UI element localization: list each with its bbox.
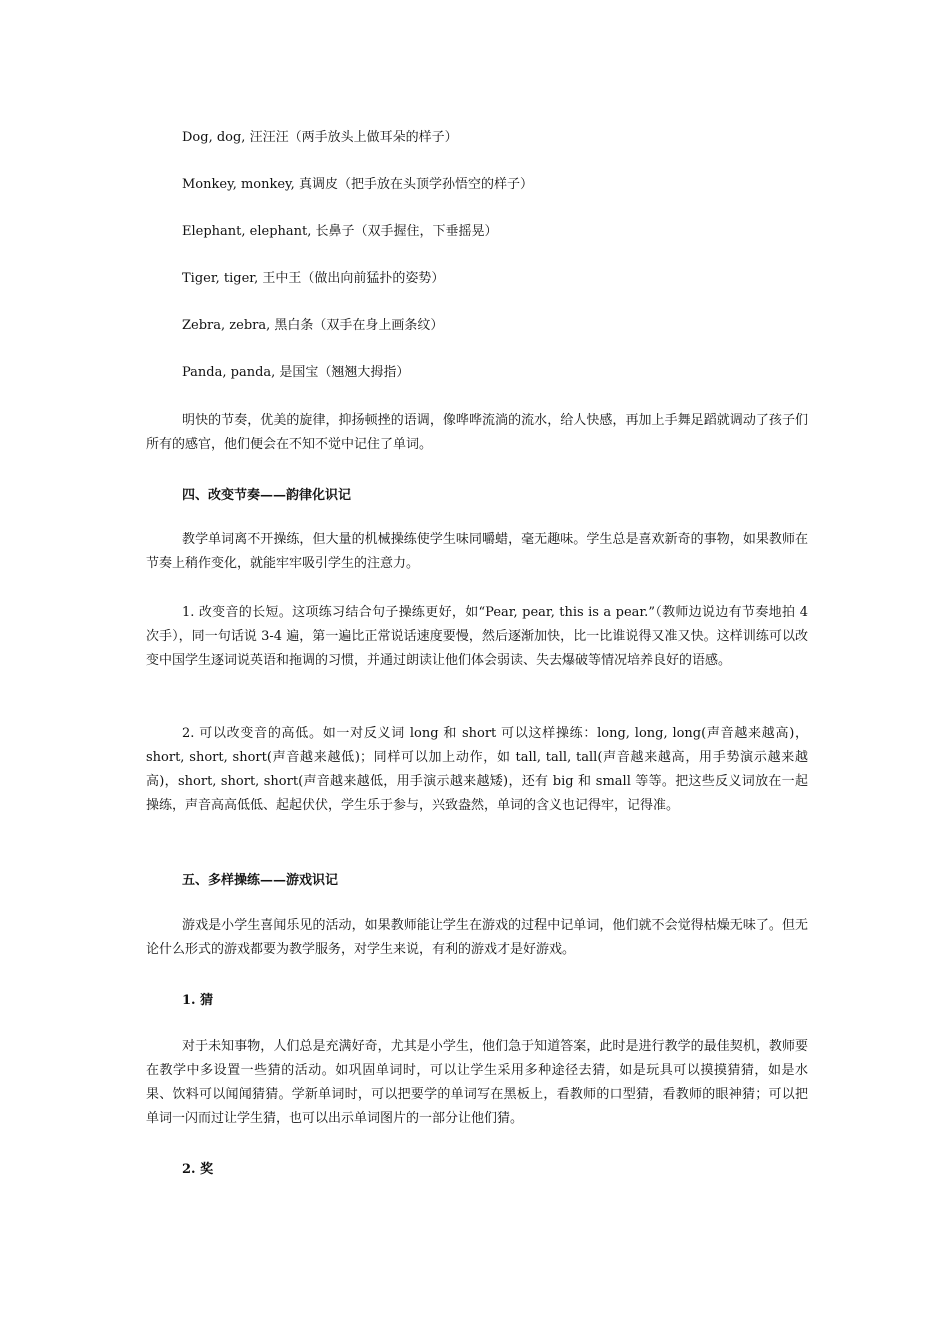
section-5-heading: 五、多样操练——游戏识记: [182, 873, 339, 888]
subheading-reward: 2. 奖: [182, 1162, 214, 1177]
rhythm-summary-text: 明快的节奏，优美的旋律，抑扬顿挫的语调，像哗哗流淌的流水，给人快感，再加上手舞足蹈就调动了孩子们所有的感官，他们便会在不知不觉中记住了单词。: [146, 413, 808, 452]
section-5-intro-paragraph: [146, 914, 808, 962]
guess-paragraph: [146, 1035, 808, 1131]
guess-text: 对于未知事物，人们总是充满好奇，尤其是小学生，他们急于知道答案，此时是进行教学的最佳契机，教师要在教学中多设置一些猜的活动。如巩固单词时，可以让学生采用多种途径去猜，如是玩具可以摸摸猜猜，如是水果、饮料可以闻闻猜猜。学新单词时，可以把要学的单词写在黑板上，看教师的口型猜，看教师的眼神猜；可以把单词一闪而过让学生猜，也可以出示单词图片的一部分让他们猜。: [146, 1039, 808, 1126]
chant-line-monkey: Monkey, monkey, 真调皮（把手放在头顶学孙悟空的样子）: [182, 177, 533, 192]
section-4-item-2-paragraph: [146, 722, 808, 818]
chant-line-dog: Dog, dog, 汪汪汪（两手放头上做耳朵的样子）: [182, 130, 458, 145]
chant-line-zebra: Zebra, zebra, 黑白条（双手在身上画条纹）: [182, 318, 444, 333]
section-4-item-1-paragraph: [146, 601, 808, 673]
subheading-guess: 1. 猜: [182, 993, 214, 1008]
rhythm-summary-paragraph: [146, 409, 808, 457]
section-4-heading: 四、改变节奏——韵律化识记: [182, 488, 352, 503]
chant-line-elephant: Elephant, elephant, 长鼻子（双手握住，下垂摇晃）: [182, 224, 498, 239]
section-4-intro-text: 教学单词离不开操练，但大量的机械操练使学生味同嚼蜡，毫无趣味。学生总是喜欢新奇的事物，如果教师在节奏上稍作变化，就能牢牢吸引学生的注意力。: [146, 532, 808, 571]
section-5-intro-text: 游戏是小学生喜闻乐见的活动，如果教师能让学生在游戏的过程中记单词，他们就不会觉得枯燥无味了。但无论什么形式的游戏都要为教学服务，对学生来说，有利的游戏才是好游戏。: [146, 918, 808, 957]
section-4-item-1-text: 1. 改变音的长短。这项练习结合句子操练更好，如“Pear, pear, this is a pear.”（教师边说边有节奏地拍 4 次手），同一句话说 3-4 遍，第一遍比正常说话速度要慢，然后逐渐加快，比一比谁说得又准又快。这样训练可以改变中国学生逐词说英语和拖调的习惯，并通过朗读让他们体会弱读、失去爆破等情况培养良好的语感。: [146, 605, 808, 668]
chant-line-tiger: Tiger, tiger, 王中王（做出向前猛扑的姿势）: [182, 271, 445, 286]
section-4-item-2-text: 2. 可以改变音的高低。如一对反义词 long 和 short 可以这样操练：long, long, long(声音越来越高)，short, short, short(声音越来越低)；同样可以加上动作，如 tall, tall, tall(声音越来越高，用手势演示越来越高)，short, short, short(声音越来越低，用手演示越来越矮)，还有 big 和 small 等等。把这些反义词放在一起操练，声音高高低低、起起伏伏，学生乐于参与，兴致盎然，单词的含义也记得牢，记得准。: [146, 726, 808, 813]
section-4-intro-paragraph: [146, 528, 808, 576]
chant-line-panda: Panda, panda, 是国宝（翘翘大拇指）: [182, 365, 410, 380]
